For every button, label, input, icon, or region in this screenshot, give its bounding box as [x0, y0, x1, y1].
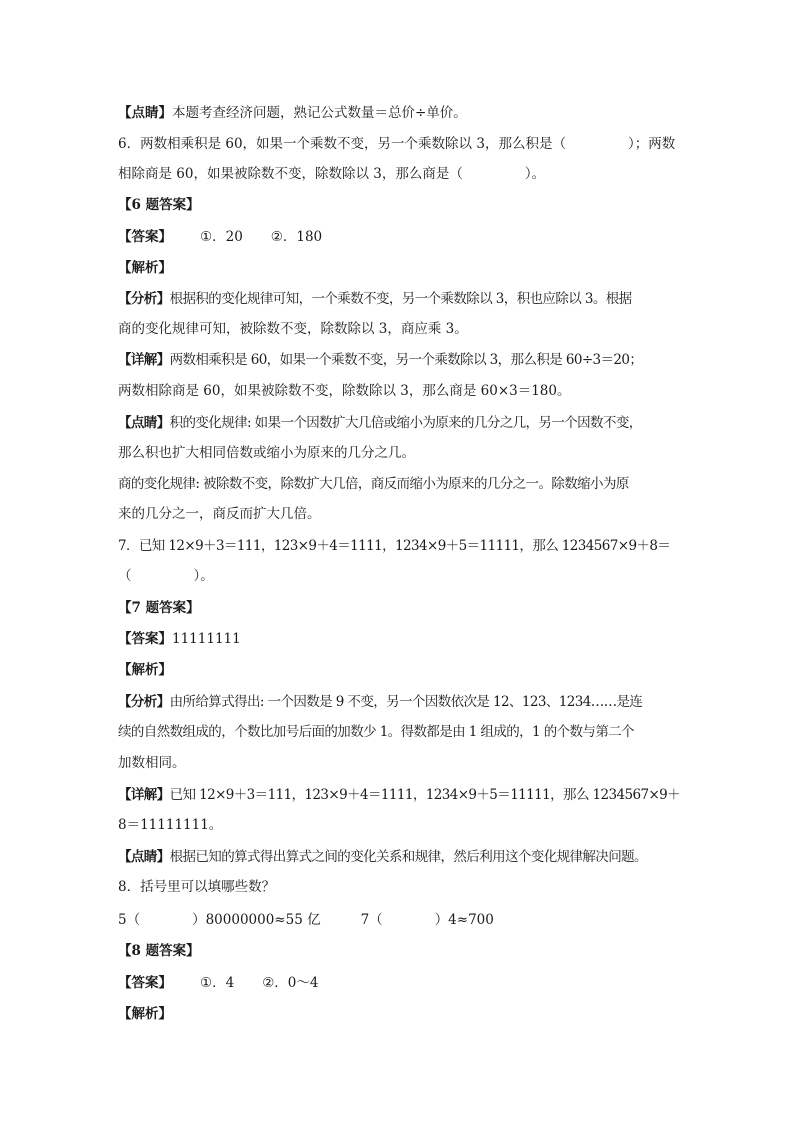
q8-answer-line: [118, 973, 318, 993]
q8-item1-b: ）80000000≈55 亿: [192, 912, 321, 928]
q8-item2-a: 7（: [360, 912, 383, 928]
q6-answer-line: [118, 227, 322, 247]
q7-dianjing-line-1: [118, 847, 647, 867]
q7-text-2b: ）。: [193, 568, 214, 584]
q8-answer-1: ①．4: [200, 975, 235, 991]
q6-text-2a: 相除商是 60，如果被除数不变，除数除以 3，那么商是（: [118, 166, 463, 182]
q6-dianjing-tag: 【点睛】: [118, 415, 170, 431]
q7-answer-line: [118, 629, 241, 649]
q8-items-line: [118, 910, 494, 930]
q7-dianjing-tag: 【点睛】: [118, 849, 170, 865]
q8-analysis-header: 【解析】: [118, 1006, 172, 1022]
q8-title: 8．括号里可以填哪些数？: [118, 879, 276, 895]
q6-fenxi-1: 根据积的变化规律可知，一个乘数不变，另一个乘数除以 3，积也应除以 3。根据: [169, 291, 632, 307]
q7-dianjing-1: 根据已知的算式得出算式之间的变化关系和规律，然后利用这个变化规律解决问题。: [169, 849, 647, 865]
q7-answer-tag: 【答案】: [118, 631, 172, 647]
q6-line-1: [118, 134, 675, 154]
q6-fenxi-tag: 【分析】: [118, 291, 170, 307]
q6-dianjing-line-1: [118, 413, 642, 433]
q8-item2-b: ）4≈700: [434, 912, 494, 928]
q6-answer-1: ①．20: [200, 229, 243, 245]
q7-fenxi-tag: 【分析】: [118, 694, 170, 710]
q6-answer-tag: 【答案】: [118, 229, 172, 245]
q6-xiangjie-line-2: 两数相除商是 60，如果被除数不变，除数除以 3，那么商是 60×3＝180。: [118, 383, 571, 399]
q6-dianjing-line-4: 来的几分之一，商反而扩大几倍。: [118, 506, 321, 522]
q7-fenxi-line-2: 续的自然数组成的，个数比加号后面的加数少 1。得数都是由 1 组成的，1 的个数与第二个: [118, 724, 635, 740]
q7-xiangjie-line-2: 8＝11111111。: [118, 817, 223, 833]
q7-text-2a: （: [118, 568, 132, 584]
q8-answer-2: ②．0～4: [262, 975, 319, 991]
q6-line-2: [118, 164, 545, 184]
q6-analysis-header: 【解析】: [118, 260, 172, 276]
q6-fenxi-line-2: 商的变化规律可知，被除数不变，除数除以 3，商应乘 3。: [118, 321, 468, 337]
q7-fenxi-line-1: [118, 692, 642, 712]
q6-text-1a: 6．两数相乘积是 60，如果一个乘数不变，另一个乘数除以 3，那么积是（: [118, 136, 566, 152]
q7-answer-header: 【7 题答案】: [118, 600, 200, 616]
q7-line-1: 7．已知 12×9＋3＝111，123×9＋4＝1111，1234×9＋5＝11111，那么 1234567×9＋8＝: [118, 538, 671, 554]
q8-answer-tag: 【答案】: [118, 975, 172, 991]
q6-text-1b: ）；两数: [627, 136, 676, 152]
dianjing-tag: 【点睛】: [118, 105, 172, 121]
q7-line-2: [118, 566, 214, 586]
q6-answer-header: 【6 题答案】: [118, 197, 200, 213]
q8-item1-a: 5（: [118, 912, 141, 928]
dianjing-text: 本题考查经济问题，熟记公式数量＝总价÷单价。: [172, 105, 467, 121]
q7-xiangjie-line-1: [118, 785, 680, 805]
q6-xiangjie-tag: 【详解】: [118, 352, 170, 368]
q6-dianjing-1: 积的变化规律: 如果一个因数扩大几倍或缩小为原来的几分之几，另一个因数不变，: [169, 415, 642, 431]
prev-dianjing-line: [118, 103, 467, 123]
q7-answer: 11111111: [172, 631, 241, 647]
q7-xiangjie-1: 已知 12×9＋3＝111，123×9＋4＝1111，1234×9＋5＝11111，那么 1234567×9＋: [169, 787, 681, 803]
q7-analysis-header: 【解析】: [118, 662, 172, 678]
q6-dianjing-line-3: 商的变化规律: 被除数不变，除数扩大几倍，商反而缩小为原来的几分之一。除数缩小为原: [118, 476, 629, 492]
q6-xiangjie-1: 两数相乘积是 60，如果一个乘数不变，另一个乘数除以 3，那么积是 60÷3＝20；: [169, 352, 643, 368]
q7-xiangjie-tag: 【详解】: [118, 787, 170, 803]
q7-fenxi-line-3: 加数相同。: [118, 755, 186, 771]
q6-dianjing-line-2: 那么积也扩大相同倍数或缩小为原来的几分之几。: [118, 445, 415, 461]
q6-xiangjie-line-1: [118, 350, 642, 370]
q6-text-2b: ）。: [524, 166, 546, 182]
q6-fenxi-line-1: [118, 289, 632, 309]
q8-answer-header: 【8 题答案】: [118, 943, 200, 959]
q7-fenxi-1: 由所给算式得出: 一个因数是 9 不变，另一个因数依次是 12、123、1234……是连: [169, 694, 643, 710]
q6-answer-2: ②．180: [270, 229, 323, 245]
